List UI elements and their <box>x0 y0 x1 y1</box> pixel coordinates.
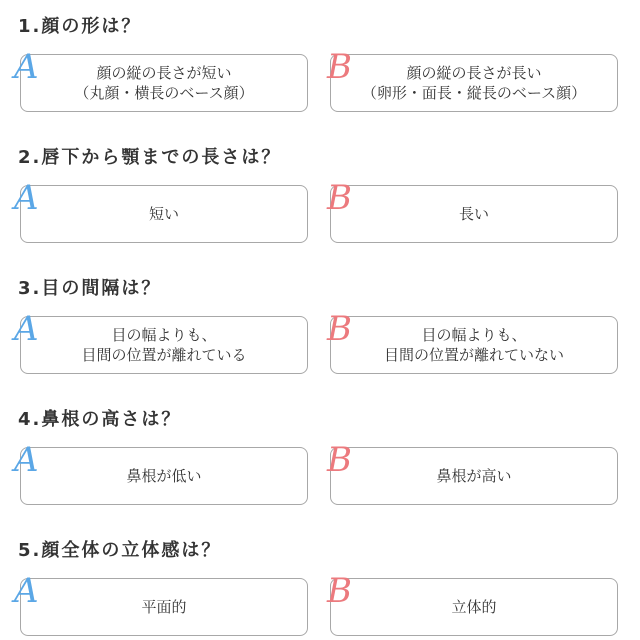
option-a-letter: A <box>14 47 39 87</box>
question-4-option-b[interactable] <box>330 447 618 505</box>
question-2-option-b[interactable] <box>330 185 618 243</box>
option-a-letter: A <box>14 440 39 480</box>
option-b-letter: B <box>327 571 352 611</box>
option-b-letter: B <box>327 47 352 87</box>
option-a-letter: A <box>14 178 39 218</box>
option-text-line: 顔の縦の長さが長い <box>406 64 542 82</box>
question-2-option-a[interactable] <box>20 185 308 243</box>
option-text-line: 鼻根が高い <box>436 467 512 485</box>
question-3-option-b[interactable] <box>330 316 618 374</box>
question-5-title: 5.顔全体の立体感は？ <box>18 540 222 561</box>
option-text-line: 目の幅よりも、 <box>421 326 527 344</box>
option-b-letter: B <box>327 178 352 218</box>
question-4-option-a[interactable] <box>20 447 308 505</box>
question-1-option-b[interactable] <box>330 54 618 112</box>
option-text-line: 平面的 <box>141 598 187 616</box>
option-a-letter: A <box>14 571 39 611</box>
question-1-title: 1.顔の形は？ <box>18 16 142 37</box>
option-b-letter: B <box>327 440 352 480</box>
question-4-title: 4.鼻根の高さは？ <box>18 409 182 430</box>
question-3-title: 3.目の間隔は？ <box>18 278 162 299</box>
option-text-line: （丸顔・横長のベース顔） <box>74 84 254 102</box>
question-5-option-a[interactable] <box>20 578 308 636</box>
option-text-line: 長い <box>458 205 489 223</box>
question-1-option-a[interactable] <box>20 54 308 112</box>
question-3-option-a[interactable] <box>20 316 308 374</box>
option-a-letter: A <box>14 309 39 349</box>
option-text-line: 目間の位置が離れている <box>81 346 247 364</box>
option-text-line: 鼻根が低い <box>126 467 202 485</box>
option-text-line: 目の幅よりも、 <box>111 326 217 344</box>
question-5-option-b[interactable] <box>330 578 618 636</box>
option-text-line: 目間の位置が離れていない <box>383 346 564 364</box>
option-text-line: （卵形・面長・縦長のベース顔） <box>361 84 587 102</box>
option-text-line: 立体的 <box>451 598 497 616</box>
option-b-letter: B <box>327 309 352 349</box>
option-text-line: 顔の縦の長さが短い <box>96 64 232 82</box>
question-2-title: 2.唇下から顎までの長さは？ <box>18 147 282 168</box>
option-text-line: 短い <box>148 205 179 223</box>
